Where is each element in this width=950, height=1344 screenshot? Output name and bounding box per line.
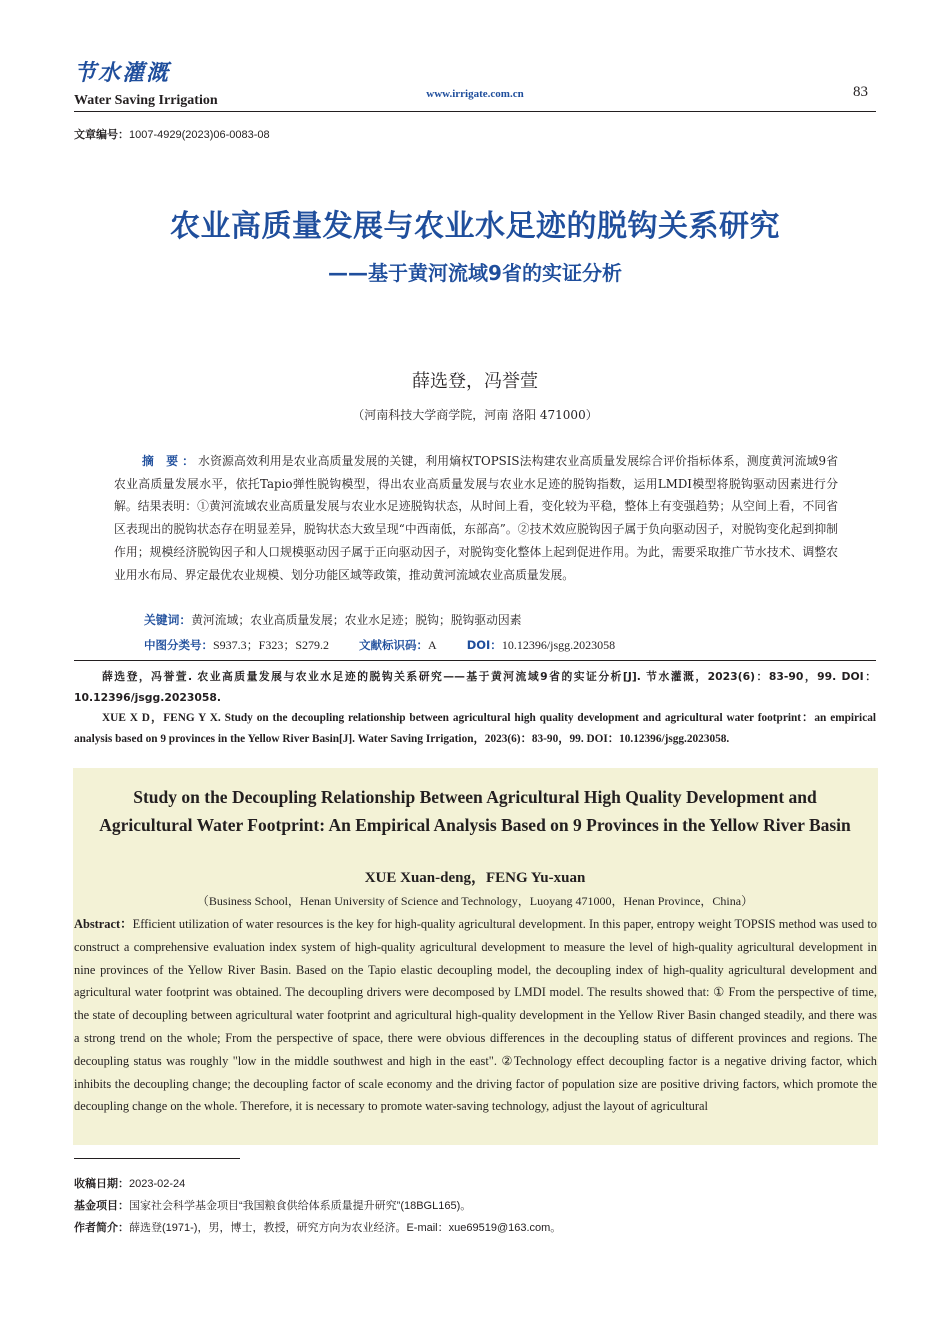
footnote-received	[74, 1175, 185, 1191]
keywords-cn	[144, 611, 522, 628]
page-number: 83	[853, 84, 868, 100]
authors-cn: 薛选登，冯誉萱	[412, 371, 538, 392]
keywords-text: 黄河流域；农业高质量发展；农业水足迹；脱钩；脱钩驱动因素	[191, 613, 522, 627]
article-number-value: 1007-4929(2023)06-0083-08	[129, 129, 270, 141]
authors-en: XUE Xuan-deng，FENG Yu-xuan	[364, 870, 586, 886]
journal-logo: 节水灌溉	[74, 60, 171, 86]
title-cn: 农业高质量发展与农业水足迹的脱钩关系研究	[170, 209, 780, 244]
doc-code-label: 文献标识码：	[359, 638, 429, 652]
abstract-cn	[114, 450, 838, 586]
article-number	[74, 126, 270, 142]
author-bio-value: 薛选登(1971-)，男，博士，教授，研究方向为农业经济。E-mail：xue69519@163.com。	[129, 1222, 562, 1234]
author-bio-label: 作者简介：	[74, 1222, 129, 1234]
footnote-divider	[74, 1158, 240, 1159]
classification-row	[144, 636, 615, 653]
footnote-author	[74, 1219, 561, 1235]
doi-value[interactable]: 10.12396/jsgg.2023058	[501, 638, 616, 652]
subtitle-cn: ——基于黄河流域9省的实证分析	[328, 261, 622, 285]
received-value: 2023-02-24	[129, 1178, 186, 1190]
citation-cn: 薛选登，冯誉萱. 农业高质量发展与农业水足迹的脱钩关系研究——基于黄河流域9省的实证分析[J]. 节水灌溉，2023(6)：83-90，99. DOI：10.12396/jsgg.2023058.	[74, 670, 876, 704]
received-label: 收稿日期：	[74, 1178, 129, 1190]
clc-label: 中图分类号：	[144, 638, 213, 652]
article-number-label: 文章编号：	[74, 129, 129, 141]
affiliation-en: （Business School，Henan University of Science and Technology，Luoyang 471000，Henan Province，China）	[196, 894, 754, 908]
abstract-en-label: Abstract：	[74, 917, 133, 931]
doc-code-value: A	[428, 638, 437, 652]
fund-label: 基金项目：	[74, 1200, 129, 1212]
doi-label: DOI：	[466, 638, 502, 652]
footnote-fund	[74, 1197, 471, 1213]
citation-block	[74, 667, 876, 749]
fund-value: 国家社会科学基金项目“我国粮食供给体系质量提升研究”(18BGL165)。	[129, 1200, 472, 1212]
abstract-cn-text: 水资源高效利用是农业高质量发展的关键，利用熵权TOPSIS法构建农业高质量发展综合评价指标体系，测度黄河流域9省农业高质量发展水平，依托Tapio弹性脱钩模型，得出农业高质量发展与农业水足迹的脱钩指数，运用LMDI模型将脱钩驱动因素进行分解。结果表明：①黄河流域农业高质量发展与农业水足迹脱钩状态，从时间上看，变化较为平稳，整体上有变强趋势；从空间上看，不同省区表现出的脱钩状态存在明显差异，脱钩状态大致呈现“中西南低，东部高”。②技术效应脱钩因子属于负向驱动因子，对脱钩变化起到抑制作用；规模经济脱钩因子和人口规模驱动因子属于正向驱动因子，对脱钩变化整体上起到促进作用。为此，需要采取推广节水技术、调整农业用水布局、界定最优农业规模、划分功能区域等政策，推动黄河流域农业高质量发展。	[114, 454, 838, 582]
keywords-label: 关键词：	[144, 613, 192, 627]
citation-en: XUE X D，FENG Y X. Study on the decoupling relationship between agricultural high quality development and agricultural water footprint：an empirical analysis based on 9 provinces in the Yellow River Basin[J]. Water Saving Irrigation，2023(6)：83-90，99. DOI：10.12396/jsgg.2023058.	[74, 712, 876, 745]
citation-divider	[74, 660, 876, 661]
journal-url[interactable]: www.irrigate.com.cn	[426, 88, 524, 100]
header-divider	[74, 111, 876, 112]
abstract-en-text: Efficient utilization of water resources is the key for high-quality agricultural development. In this paper, entropy weight TOPSIS method was used to construct a comprehensive evaluation index system of high-quality agricultural development to measure the level of high-quality agricultural development in nine provinces of the Yellow River Basin. Based on the Tapio elastic decoupling model, the decoupling index of high-quality agricultural development and agricultural water footprint was obtained. The decoupling drivers were decomposed by LMDI model. The results showed that: ① From the perspective of time, the state of decoupling between agricultural water footprint and agricultural high-quality development in the Yellow River Basin changed steadily, and there was a strong trend on the whole; From the perspective of space, there were obvious differences in the decoupling status of different provinces and regions. The decoupling status was roughly "low in the middle southwest and high in the east". ②Technology effect decoupling factor is a negative driving factor, which inhibits the decoupling change; the decoupling factor of scale economy and the driving factor of population size are positive driving factors, which promote the decoupling change on the whole. Therefore, it is necessary to promote water-saving technology, adjust the layout of agricultural	[74, 917, 877, 1114]
abstract-cn-label: 摘 要：	[142, 454, 199, 468]
abstract-en	[74, 913, 877, 1143]
journal-name-en: Water Saving Irrigation	[74, 93, 218, 108]
title-en: Study on the Decoupling Relationship Between Agricultural High Quality Development and Agricultural Water Footprint: An Empirical Analysis Based on 9 Provinces in the Yellow River Basin	[99, 787, 851, 835]
affiliation-cn: （河南科技大学商学院，河南 洛阳 471000）	[352, 408, 598, 422]
clc-value: S937.3；F323；S279.2	[213, 638, 330, 652]
